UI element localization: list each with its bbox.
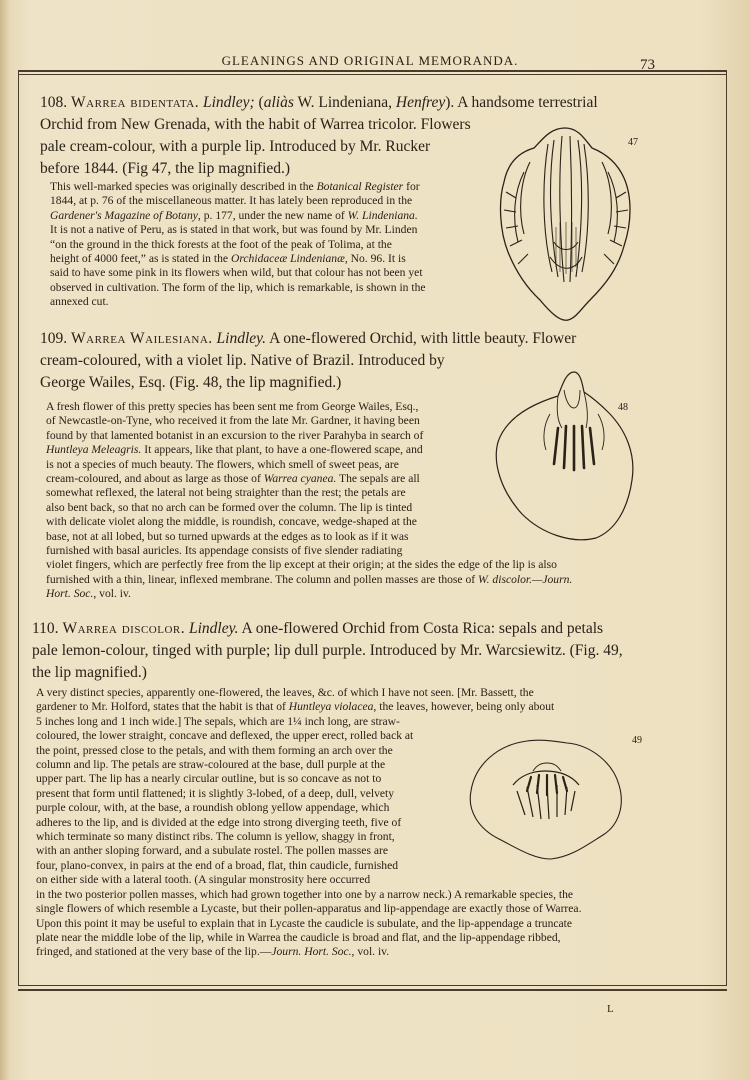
- text-run: adheres to the lip, and is divided at the edge into strong diverging teeth, five of: [36, 815, 402, 829]
- text-run: It appears, like that plant, to have a one-flowered scape, and: [141, 443, 423, 457]
- text-run: A fresh flower of this pretty species has been sent me from George Wailes, Esq.,: [46, 400, 419, 413]
- body-line: [50, 180, 480, 194]
- body-line: [36, 888, 648, 902]
- body-line: [46, 400, 476, 414]
- text-run: present that form until flattened; it is slightly 3-lobed, of a deep, dull, velvety: [36, 786, 395, 800]
- text-run: in the two posterior pollen masses, which had grown together into one by a narrow neck.) A remarkable species, the: [36, 887, 574, 901]
- species-name: Warrea bidentata.: [71, 94, 200, 111]
- figure-48-label: 48: [618, 402, 628, 413]
- body-line: [46, 501, 476, 515]
- text-run: furnished with a thin, linear, inflexed membrane. The column and pollen masses are those of: [46, 572, 479, 586]
- text-run: is not a species of much beauty. The flowers, which smell of sweet peas, are: [46, 457, 399, 471]
- italic-run: Gardener's Magazine of Botany: [50, 208, 198, 222]
- text-run: pale cream-colour, with a purple lip. Introduced by Mr. Rucker: [40, 138, 431, 155]
- body-line: [50, 281, 480, 295]
- body-line: [36, 801, 456, 815]
- body-line: [36, 844, 456, 858]
- body-line: [36, 816, 456, 830]
- text-run: A one-flowered Orchid from Costa Rica: sepals and petals: [238, 620, 604, 637]
- text-run: George Wailes, Esq. (Fig. 48, the lip magnified.): [40, 374, 342, 391]
- body-line: [36, 715, 456, 729]
- entry-110-heading: [32, 618, 662, 684]
- italic-run: W. discolor.—Journ.: [478, 572, 573, 586]
- text-run: also bent back, so that no arch can be formed over the column. The lip is tinted: [46, 500, 413, 514]
- italic-run: Huntleya violacea: [288, 700, 374, 714]
- text-run: the lip magnified.): [32, 664, 147, 681]
- text-run: W. Lindeniana,: [293, 94, 396, 111]
- body-line: [36, 917, 648, 931]
- entry-108-body: [50, 180, 480, 310]
- body-line: [50, 252, 480, 266]
- text-run: furnished with basal auricles. Its appendage consists of five slender radiating: [46, 544, 403, 558]
- body-line: [36, 758, 456, 772]
- text-run: with an anther sloping forward, and a subulate rostel. The pollen masses are: [36, 844, 389, 858]
- text-run: said to have some pink in its flowers when wild, but that colour has not been yet: [50, 266, 423, 280]
- body-line: [46, 558, 654, 572]
- text-run: The sepals are all: [336, 472, 420, 486]
- text-run: somewhat reflexed, the lateral not being straighter than the rest; the petals are: [46, 486, 406, 500]
- entry-109-body: [46, 400, 573, 602]
- body-line: [50, 238, 480, 252]
- text-run: for: [403, 180, 420, 193]
- text-run: 1844, at p. 76 of the miscellaneous matter. It has lately been reproduced in the: [50, 194, 413, 208]
- body-line: [46, 486, 476, 500]
- text-run: ). A handsome terrestrial: [445, 94, 598, 111]
- italic-run: Lindley;: [203, 94, 255, 111]
- species-name: Warrea Wailesiana.: [71, 330, 213, 347]
- text-run: column and lip. The petals are straw-coloured at the base, dull purple at the: [36, 758, 386, 772]
- text-run: 108.: [40, 94, 71, 111]
- body-line: [36, 931, 648, 945]
- body-line: [36, 873, 456, 887]
- text-run: “on the ground in the thick forests at the foot of the peak of Tolima, at the: [50, 237, 392, 251]
- text-run: It is not a native of Peru, as is stated in that work, but was found by Mr. Linden: [50, 223, 418, 237]
- text-run: upper part. The lip has a nearly circular outline, but is so concave as not to: [36, 772, 382, 786]
- body-line: [50, 209, 480, 223]
- text-run: with delicate violet along the middle, is roundish, concave, wedge-shaped at the: [46, 515, 417, 529]
- italic-run: aliàs: [263, 94, 294, 111]
- text-run: , p. 177, under the new name of: [197, 208, 348, 222]
- heading-line: [32, 618, 662, 640]
- italic-run: Journ. Hort. Soc.: [271, 945, 352, 959]
- body-line: [50, 223, 480, 237]
- text-run: , vol. iv.: [351, 945, 390, 959]
- running-head: GLEANINGS AND ORIGINAL MEMORANDA.: [221, 53, 519, 68]
- body-line: [46, 458, 476, 472]
- italic-run: W. Lindeniana.: [347, 208, 418, 222]
- text-run: fringed, and stationed at the very base of the lip.—: [36, 945, 272, 959]
- top-rule-thin: [18, 74, 727, 75]
- body-line: [36, 700, 648, 714]
- figure-49-label: 49: [632, 735, 642, 746]
- text-run: before 1844. (Fig 47, the lip magnified.): [40, 160, 291, 177]
- figure-47-warrea-bidentata-lip: [490, 122, 640, 327]
- text-run: which terminate so many distinct ribs. The column is yellow, shaggy in front,: [36, 830, 395, 844]
- body-line: [46, 472, 476, 486]
- text-run: (: [254, 94, 264, 111]
- body-line: [46, 544, 476, 558]
- italic-run: Hort. Soc.: [46, 587, 94, 601]
- text-run: , the leaves, however, being only about: [373, 700, 555, 714]
- body-line: [50, 194, 480, 208]
- text-run: violet fingers, which are perfectly free from the lip except at their origin; at the sides the edge of the lip is also: [46, 558, 557, 572]
- body-line: [46, 429, 476, 443]
- italic-run: Warrea cyanea.: [263, 472, 337, 486]
- body-line: [46, 515, 476, 529]
- italic-run: Huntleya Meleagris.: [46, 443, 142, 457]
- text-run: 109.: [40, 330, 71, 347]
- text-run: annexed cut.: [50, 295, 109, 309]
- text-run: Orchid from New Grenada, with the habit of Warrea tricolor. Flowers: [40, 116, 471, 133]
- heading-line: [32, 662, 662, 684]
- page-number: 73: [640, 57, 655, 73]
- text-run: A very distinct species, apparently one-flowered, the leaves, &c. of which I have not seen. [Mr. Bassett, the: [36, 686, 534, 699]
- text-run: height of 4000 feet,” as is stated in the: [50, 252, 231, 266]
- italic-run: Orchidaceæ Lindenianæ: [230, 252, 345, 266]
- body-line: [46, 443, 476, 457]
- text-run: Upon this point it may be useful to explain that in Lycaste the caudicle is subulate, and the lip-appendage a truncate: [36, 916, 573, 930]
- text-run: plate near the middle lobe of the lip, while in Warrea the caudicle is broad and flat, and the lip-appendage ribbed,: [36, 930, 561, 944]
- top-rule: [18, 70, 727, 72]
- body-line: [36, 729, 456, 743]
- text-run: This well-marked species was originally described in the: [50, 180, 317, 193]
- text-run: , No. 96. It is: [344, 252, 406, 266]
- text-run: 110.: [32, 620, 63, 637]
- body-line: [36, 772, 456, 786]
- body-line: [46, 530, 476, 544]
- right-frame-rule: [726, 70, 727, 985]
- text-run: pale lemon-colour, tinged with purple; lip dull purple. Introduced by Mr. Warcsiewitz. (Fig. 49,: [32, 642, 623, 659]
- heading-line: [40, 92, 662, 114]
- text-run: base, not at all lobed, but so turned upwards at the edges as to look as if it was: [46, 529, 409, 543]
- body-line: [36, 945, 648, 959]
- text-run: A one-flowered Orchid, with little beauty. Flower: [266, 330, 577, 347]
- body-line: [36, 830, 456, 844]
- text-run: cream-coloured, with a violet lip. Native of Brazil. Introduced by: [40, 352, 445, 369]
- heading-line: [32, 640, 662, 662]
- text-run: coloured, the lower straight, concave and deflexed, the upper erect, rolled back at: [36, 729, 414, 743]
- body-line: [36, 686, 648, 700]
- text-run: purple colour, with, at the base, a roundish oblong yellow appendage, which: [36, 801, 390, 815]
- figure-49-warrea-discolor-lip: [467, 735, 627, 865]
- text-run: single flowers of which resemble a Lycaste, but their pollen-apparatus and lip-appendage are exactly those of Warrea.: [36, 902, 582, 916]
- body-line: [46, 414, 476, 428]
- figure-47-label: 47: [628, 137, 638, 148]
- body-line: [50, 266, 480, 280]
- text-run: the point, pressed close to the petals, and with them forming an arch over the: [36, 743, 393, 757]
- body-line: [36, 744, 456, 758]
- text-run: 5 inches long and 1 inch wide.] The sepals, which are 1¼ inch long, are straw-: [36, 714, 400, 728]
- body-line: [36, 787, 456, 801]
- italic-run: Henfrey: [395, 94, 446, 111]
- text-run: cream-coloured, and about as large as those of: [46, 472, 264, 486]
- text-run: four, plano-convex, in pairs at the end of a broad, flat, thin caudicle, furnished: [36, 858, 399, 872]
- bottom-rule-thin: [18, 985, 727, 986]
- body-line: [46, 573, 654, 587]
- italic-run: Lindley.: [188, 620, 239, 637]
- body-line: [36, 902, 648, 916]
- body-line: [36, 859, 456, 873]
- body-line: [46, 587, 654, 601]
- heading-line: [40, 328, 662, 350]
- text-run: gardener to Mr. Holford, states that the habit is that of: [36, 700, 289, 714]
- text-run: on either side with a lateral tooth. (A singular monstrosity here occurred: [36, 873, 371, 887]
- text-run: of Newcastle-on-Tyne, who received it from the late Mr. Gardner, it having been: [46, 414, 420, 428]
- text-run: observed in cultivation. The form of the lip, which is remarkable, is shown in the: [50, 280, 426, 294]
- figure-48-warrea-wailesiana-lip: [492, 368, 642, 548]
- bottom-rule: [18, 989, 727, 991]
- left-frame-rule: [18, 70, 19, 985]
- body-line: [50, 295, 480, 309]
- species-name: Warrea discolor.: [62, 620, 186, 637]
- italic-run: Lindley.: [216, 330, 267, 347]
- italic-run: Botanical Register: [316, 180, 404, 193]
- text-run: found by that lamented botanist in an excursion to the river Parahyba in search of: [46, 428, 424, 442]
- text-run: , vol. iv.: [93, 587, 131, 601]
- signature-mark: L: [607, 1003, 614, 1015]
